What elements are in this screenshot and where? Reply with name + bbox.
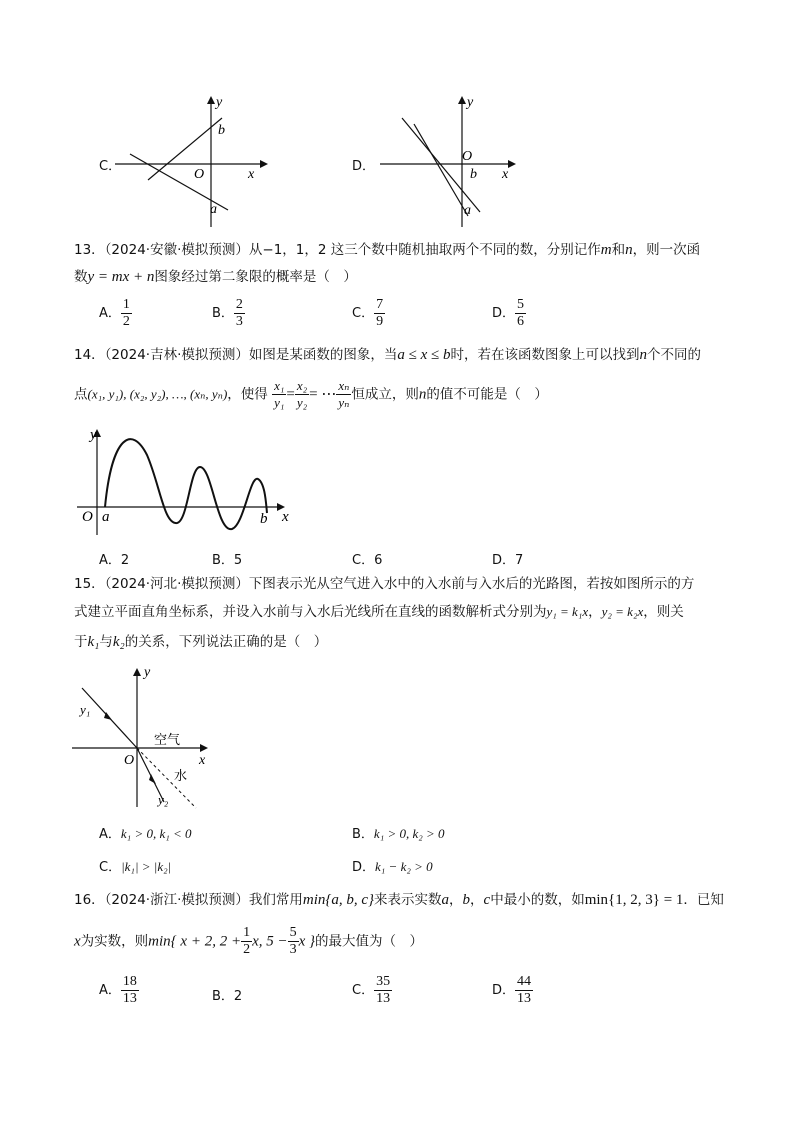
prev-c-x-label: x [248, 167, 255, 182]
q13-option-d[interactable]: D． $\frac{5}{6}$ [492, 297, 525, 329]
q16-option-a[interactable]: A． $\frac{18}{13}$ [99, 974, 137, 1006]
prev-option-d-graph [370, 92, 530, 232]
q13-function: y = mx + n [87, 269, 155, 285]
prev-option-d-label: D． [352, 159, 376, 174]
q14-a-label: a [102, 509, 110, 525]
q14-function-graph [72, 425, 302, 540]
q15-y2-label: y₂ [158, 792, 169, 807]
prev-c-a-label: a [210, 202, 217, 217]
q15-air-label: 空气 [154, 733, 181, 748]
q13-line1: 13．（2024·安徽·模拟预测）从−1，1，2 这三个数中随机抽取两个不同的数，分别记作m和n，则一次函 [74, 242, 701, 258]
q15-water-label: 水 [174, 769, 188, 784]
q15-source: （2024·河北·模拟预测） [104, 576, 249, 592]
q15-line3: 于k₁与k₂的关系，下列说法正确的是（ ） [74, 634, 328, 650]
q14-origin: O [82, 509, 93, 525]
q13-number: 13． [74, 242, 105, 258]
q16-number: 16． [74, 892, 105, 908]
q16-line2: x为实数，则min{ x + 2, 2 + $\frac{1}{2}$ x, 5 − $\frac{5}{3}$ x }的最大值为（ ） [74, 925, 424, 957]
q14-option-b[interactable]: B．5 [212, 553, 243, 568]
prev-d-x-label: x [502, 167, 509, 182]
q16-source: （2024·浙江·模拟预测） [104, 892, 249, 908]
q14-number: 14． [74, 347, 105, 363]
q14-line1: 14．（2024·吉林·模拟预测）如图是某函数的图象，当a ≤ x ≤ b时，若在该函数图象上可以找到n个不同的 [74, 347, 702, 363]
q15-line2: 式建立平面直角坐标系，并设入水前与入水后光线所在直线的函数解析式分别为y₁ = k₁x，y₂ = k₂x，则关 [74, 604, 684, 620]
prev-c-origin: O [194, 167, 205, 182]
q13-source: （2024·安徽·模拟预测） [104, 242, 249, 258]
q16-option-c[interactable]: C． $\frac{35}{13}$ [352, 974, 391, 1006]
q15-light-path-graph [72, 662, 217, 812]
q13-line2: 数y = mx + n图象经过第二象限的概率是（ ） [74, 269, 357, 285]
q15-option-c[interactable]: C．|k₁| > |k₂| [99, 859, 172, 875]
q14-source: （2024·吉林·模拟预测） [104, 347, 249, 363]
q14-x-label: x [282, 509, 289, 525]
prev-d-b-label: b [470, 167, 477, 182]
q14-line2: 点(x₁, y₁), (x₂, y₂), …, (xₙ, yₙ)，使得 $\frac{\text{x₁}}{\text{y₁}}$ = $\frac{\text{x₂}}{\text{y₂}}$ = ⋯ $\frac{\text{xₙ}}{\text{yₙ}}$ 恒成立，则n的值不可能是（ ） [74, 378, 548, 410]
q15-origin: O [124, 753, 135, 768]
prev-option-c-graph [110, 92, 280, 232]
q15-y1-label: y₁ [80, 702, 91, 717]
q15-number: 15． [74, 576, 105, 592]
q15-option-a[interactable]: A．k₁ > 0, k₁ < 0 [99, 826, 192, 842]
q15-y-label: y [144, 665, 151, 680]
q13-option-a[interactable]: A． $\frac{1}{2}$ [99, 297, 130, 329]
q16-line1: 16．（2024·浙江·模拟预测）我们常用min{a, b, c}来表示实数a，b，c中最小的数，如min{1, 2, 3} = 1．已知 [74, 892, 724, 908]
q16-option-b[interactable]: B．2 [212, 989, 243, 1004]
q14-y-label: y [90, 427, 97, 443]
prev-d-origin: O [462, 149, 473, 164]
q15-line1: 15．（2024·河北·模拟预测）下图表示光从空气进入水中的入水前与入水后的光路图，若按如图所示的方 [74, 576, 695, 592]
q15-option-d[interactable]: D．k₁ − k₂ > 0 [352, 859, 433, 875]
q14-option-d[interactable]: D．7 [492, 553, 524, 568]
prev-d-y-label: y [467, 95, 474, 110]
prev-c-y-label: y [216, 95, 223, 110]
q13-option-b[interactable]: B． $\frac{2}{3}$ [212, 297, 243, 329]
q16-option-d[interactable]: D． $\frac{44}{13}$ [492, 974, 532, 1006]
q15-option-b[interactable]: B．k₁ > 0, k₂ > 0 [352, 826, 445, 842]
q14-option-a[interactable]: A．2 [99, 553, 130, 568]
prev-option-c-label: C． [99, 159, 122, 174]
prev-c-b-label: b [218, 123, 225, 138]
q14-b-label: b [260, 511, 268, 527]
q13-option-c[interactable]: C． $\frac{7}{9}$ [352, 297, 384, 329]
q15-x-label: x [199, 753, 206, 768]
prev-d-a-label: a [464, 203, 471, 218]
q14-option-c[interactable]: C．6 [352, 553, 383, 568]
